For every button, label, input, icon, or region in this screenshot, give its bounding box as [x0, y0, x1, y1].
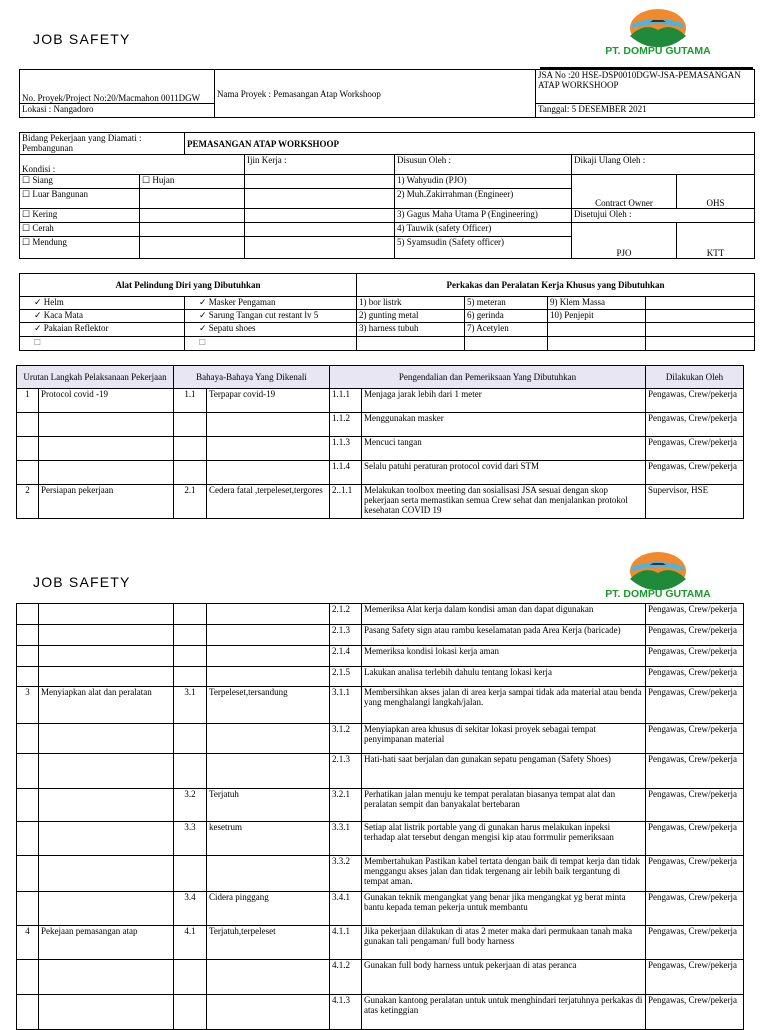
control-description: Melakukan toolbox meeting dan sosialisasi JSA sesuai dengan skop pekerjaan serta memastikan semua Crew sehat dan menjalankan protokol kesehatan COVID 19 [362, 485, 646, 519]
apd-sepatu: ✓ Sepatu shoes [185, 323, 357, 337]
table-row [17, 625, 744, 646]
hazard-description: kesetrum [207, 822, 330, 856]
disusun-4: 4) Tauwik (safety Officer) [395, 223, 572, 237]
header-urutan: Urutan Langkah Pelaksanaan Pekerjaan [17, 366, 174, 389]
disetujui-label: Disetujui Oleh : [572, 209, 755, 223]
header-pengendalian: Pengendalian dan Pemeriksaan Yang Dibutuhkan [330, 366, 646, 389]
step-number [17, 413, 39, 437]
apd-title: Alat Pelindung Diri yang Dibutuhkan [20, 274, 357, 297]
control-number: 3.2.1 [330, 789, 362, 822]
responsible: Pengawas, Crew/pekerja [646, 667, 744, 687]
table-row [17, 389, 744, 413]
step-number [17, 754, 39, 789]
control-number: 1.1.2 [330, 413, 362, 437]
step-number [17, 625, 39, 646]
control-description: Hati-hati saat berjalan dan gunakan sepatu pengaman (Safety Shoes) [362, 754, 646, 789]
pjo-label: PJO [572, 223, 677, 259]
control-description: Memeriksa kondisi lokasi kerja aman [362, 646, 646, 667]
control-number: 1.1.1 [330, 389, 362, 413]
contract-owner: Contract Owner [572, 175, 677, 209]
table-row [17, 646, 744, 667]
hazard-number: 3.2 [174, 789, 207, 822]
control-description: Pasang Safety sign atau rambu keselamatan pada Area Kerja (baricade) [362, 625, 646, 646]
step-number [17, 856, 39, 892]
responsible: Pengawas, Crew/pekerja [646, 856, 744, 892]
step-number [17, 960, 39, 995]
tool-2: 2) gunting metal [357, 310, 465, 323]
step-number [17, 667, 39, 687]
table-row [17, 754, 744, 789]
control-number: 3.1.2 [330, 724, 362, 754]
apd-masker: ✓ Masker Pengaman [185, 297, 357, 310]
step-number: 1 [17, 389, 39, 413]
step-number: 3 [17, 687, 39, 724]
responsible: Pengawas, Crew/pekerja [646, 687, 744, 724]
dikaji-label: Dikaji Ulang Oleh : [572, 155, 755, 175]
hazard-number [174, 995, 207, 1030]
table-row [17, 413, 744, 437]
tool-3: 3) harness tubuh [357, 323, 465, 337]
hazard-number [174, 646, 207, 667]
control-description: Setiap alat listrik portable yang di gunakan harus melakukan inpeksi terhadap alat tersebut dengan mengisi kip atau forrmulir pemeriksaan [362, 822, 646, 856]
hazard-description [207, 461, 330, 485]
responsible: Pengawas, Crew/pekerja [646, 754, 744, 789]
table-row [17, 461, 744, 485]
step-number [17, 646, 39, 667]
responsible: Pengawas, Crew/pekerja [646, 604, 744, 625]
hazard-number: 1.1 [174, 389, 207, 413]
control-description: Perhatikan jalan menuju ke tempat peralatan biasanya tempat alat dan peralatan sempit dan banyakalat bertebaran [362, 789, 646, 822]
hazard-description [207, 960, 330, 995]
hazard-number: 3.4 [174, 892, 207, 926]
company-name: PT. DOMPU GUTAMA [605, 588, 711, 600]
hazard-number [174, 437, 207, 461]
responsible: Pengawas, Crew/pekerja [646, 926, 744, 960]
control-description: Menyiapkan area khusus di sekitar lokasi proyek sebagai tempat penyimpanan material [362, 724, 646, 754]
tool-10: 10) Penjepit [548, 310, 646, 323]
step-number [17, 724, 39, 754]
step-number [17, 892, 39, 926]
project-name: Nama Proyek : Pemasangan Atap Workshoop [215, 70, 536, 118]
responsible: Pengawas, Crew/pekerja [646, 724, 744, 754]
step-number [17, 822, 39, 856]
hazard-description: Cedera fatal ,terpeleset,tergores [207, 485, 330, 519]
control-description: Mencuci tangan [362, 437, 646, 461]
step-number [17, 604, 39, 625]
control-description: Membersihkan akses jalan di area kerja sampai tidak ada material atau benda yang menghalangi langkah/jalan. [362, 687, 646, 724]
date: Tanggal: 5 DESEMBER 2021 [536, 104, 755, 118]
disusun-5: 5) Syamsudin (Safety officer) [395, 237, 572, 259]
step-number [17, 461, 39, 485]
step-description [39, 789, 174, 822]
hazard-description: Terjatuh [207, 789, 330, 822]
control-description: Memeriksa Alat kerja dalam kondisi aman dan dapat digunakan [362, 604, 646, 625]
table-row [17, 687, 744, 724]
jsa-number: JSA No :20 HSE-DSP0010DGW-JSA-PEMASANGAN ATAP WORKSHOOP [536, 70, 755, 104]
responsible: Pengawas, Crew/pekerja [646, 461, 744, 485]
hazard-number [174, 856, 207, 892]
disusun-3: 3) Gagus Maha Utama P (Engineering) [395, 209, 572, 223]
hazard-number [174, 960, 207, 995]
apd-empty-checkbox[interactable]: 🗆 [20, 337, 185, 351]
control-number: 4.1.2 [330, 960, 362, 995]
tool-6: 6) gerinda [465, 310, 548, 323]
step-description [39, 754, 174, 789]
dompu-logo-icon [628, 551, 688, 591]
step-number: 2 [17, 485, 39, 519]
responsible: Pengawas, Crew/pekerja [646, 822, 744, 856]
table-row [17, 995, 744, 1030]
project-number: No. Proyek/Project No:20/Macmahon 0011DGW [20, 70, 215, 104]
step-number [17, 789, 39, 822]
control-number: 3.3.2 [330, 856, 362, 892]
apd-sarung-tangan: ✓ Sarung Tangan cut restant lv 5 [185, 310, 357, 323]
hazard-number [174, 413, 207, 437]
hazard-description [207, 646, 330, 667]
disusun-label: Disusun Oleh : [395, 155, 572, 175]
tool-7: 7) Acetylen [465, 323, 548, 337]
responsible: Pengawas, Crew/pekerja [646, 995, 744, 1030]
company-logo [598, 8, 718, 70]
ijin-label: Ijin Kerja : [245, 155, 395, 175]
table-row [17, 856, 744, 892]
responsible: Pengawas, Crew/pekerja [646, 646, 744, 667]
condition-kering[interactable]: ☐ Kering [20, 209, 140, 223]
step-description [39, 822, 174, 856]
hazard-description [207, 625, 330, 646]
condition-luar-bangunan[interactable]: ☐ Luar Bangunan [20, 189, 140, 209]
hazard-description [207, 437, 330, 461]
control-description: Lakukan analisa terlebih dahulu tentang lokasi kerja [362, 667, 646, 687]
condition-cerah[interactable]: ☐ Cerah [20, 223, 140, 237]
tool-9: 9) Klem Massa [548, 297, 646, 310]
kondisi-label: Kondisi : [20, 155, 245, 175]
control-number: 3.1.1 [330, 687, 362, 724]
page-title: JOB SAFETY [33, 574, 131, 590]
hazard-description [207, 995, 330, 1030]
control-number: 2.1.3 [330, 625, 362, 646]
apd-table [19, 273, 755, 351]
steps-table-page2 [16, 603, 744, 1030]
hazard-number: 3.1 [174, 687, 207, 724]
table-row [17, 892, 744, 926]
hazard-description: Terpapar covid-19 [207, 389, 330, 413]
hazard-description [207, 754, 330, 789]
step-description: Menyiapkan alat dan peralatan [39, 687, 174, 724]
control-number: 2.1.3 [330, 754, 362, 789]
step-description [39, 995, 174, 1030]
step-number: 4 [17, 926, 39, 960]
step-description [39, 413, 174, 437]
table-row [17, 724, 744, 754]
hazard-description: Terjatuh,terpeleset [207, 926, 330, 960]
step-description [39, 646, 174, 667]
responsible: Pengawas, Crew/pekerja [646, 413, 744, 437]
hazard-number [174, 461, 207, 485]
responsible: Pengawas, Crew/pekerja [646, 389, 744, 413]
step-description: Persiapan pekerjaan [39, 485, 174, 519]
bidang-label: Bidang Pekerjaan yang Diamati : Pembangunan [20, 133, 185, 155]
hazard-description [207, 413, 330, 437]
step-description [39, 667, 174, 687]
page-title: JOB SAFETY [33, 31, 131, 47]
table-row [17, 926, 744, 960]
control-number: 3.4.1 [330, 892, 362, 926]
step-description [39, 724, 174, 754]
control-description: Gunakan kantong peralatan untuk untuk menghindari terjatuhnya perkakas di atas ketinggian [362, 995, 646, 1030]
ktt-label: KTT [677, 223, 755, 259]
apd-empty-checkbox[interactable]: 🗆 [185, 337, 357, 351]
table-row [17, 960, 744, 995]
tool-5: 5) meteran [465, 297, 548, 310]
info-table [19, 132, 755, 259]
responsible: Pengawas, Crew/pekerja [646, 789, 744, 822]
step-description [39, 437, 174, 461]
step-description [39, 960, 174, 995]
control-number: 1.1.4 [330, 461, 362, 485]
step-number [17, 437, 39, 461]
control-description: Gunakan teknik mengangkat yang benar jika mengangkat yg berat minta bantu kepada teman pekerja untuk membantu [362, 892, 646, 926]
location: Lokasi : Nangadoro [20, 104, 215, 118]
hazard-number [174, 625, 207, 646]
control-number: 2.1.5 [330, 667, 362, 687]
step-description: Pekejaan pemasangan atap [39, 926, 174, 960]
responsible: Pengawas, Crew/pekerja [646, 625, 744, 646]
table-row [17, 437, 744, 461]
control-description: Selalu patuhi peraturan protocol covid dari STM [362, 461, 646, 485]
condition-hujan[interactable]: ☐ Hujan [140, 175, 245, 189]
hazard-description [207, 667, 330, 687]
bidang-value: PEMASANGAN ATAP WORKSHOOP [185, 133, 755, 155]
tools-title: Perkakas dan Peralatan Kerja Khusus yang Dibutuhkan [357, 274, 755, 297]
responsible: Pengawas, Crew/pekerja [646, 437, 744, 461]
step-description [39, 892, 174, 926]
step-description [39, 856, 174, 892]
table-row [17, 789, 744, 822]
step-description [39, 461, 174, 485]
control-number: 4.1.1 [330, 926, 362, 960]
control-description: Menggunakan masker [362, 413, 646, 437]
table-row [17, 485, 744, 519]
table-row [17, 822, 744, 856]
table-row [17, 667, 744, 687]
hazard-number [174, 724, 207, 754]
control-number: 4.1.3 [330, 995, 362, 1030]
step-description [39, 625, 174, 646]
responsible: Supervisor, HSE [646, 485, 744, 519]
control-number: 2.1.2 [330, 604, 362, 625]
apd-pakaian-reflektor: ✓ Pakaian Reflektor [20, 323, 185, 337]
apd-kaca-mata: ✓ Kaca Mata [20, 310, 185, 323]
responsible: Pengawas, Crew/pekerja [646, 960, 744, 995]
tool-1: 1) bor listrk [357, 297, 465, 310]
hazard-number: 3.3 [174, 822, 207, 856]
table-row [17, 604, 744, 625]
hazard-number: 4.1 [174, 926, 207, 960]
hazard-description: Terpeleset,tersandung [207, 687, 330, 724]
disusun-1: 1) Wahyudin (PJO) [395, 175, 572, 189]
control-description: Membertahukan Pastikan kabel tertata dengan baik di tempat kerja dan tidak menggangu akses jalan dan tidak tergenang air lebih baik tergantung di tempat aman. [362, 856, 646, 892]
header-dilakukan: Dilakukan Oleh [646, 366, 744, 389]
step-description [39, 604, 174, 625]
steps-table-page1 [16, 365, 744, 519]
project-table [19, 69, 755, 118]
control-description: Gunakan full body harness untuk pekerjaan di atas peranca [362, 960, 646, 995]
step-description: Protocol covid -19 [39, 389, 174, 413]
apd-helm: ✓ Helm [20, 297, 185, 310]
control-description: Menjaga jarak lebih dari 1 meter [362, 389, 646, 413]
hazard-number: 2.1 [174, 485, 207, 519]
control-number: 2..1.1 [330, 485, 362, 519]
company-name: PT. DOMPU GUTAMA [605, 45, 711, 57]
condition-siang[interactable]: ☐ Siang [20, 175, 140, 189]
hazard-number [174, 604, 207, 625]
control-description: Jika pekerjaan dilakukan di atas 2 meter maka dari permukaan tanah maka gunakan tali pengaman/ full body harness [362, 926, 646, 960]
hazard-number [174, 754, 207, 789]
hazard-description: Cidera pinggang [207, 892, 330, 926]
hazard-number [174, 667, 207, 687]
dompu-logo-icon [628, 8, 688, 48]
condition-mendung[interactable]: ☐ Mendung [20, 237, 140, 259]
hazard-description [207, 856, 330, 892]
control-number: 2.1.4 [330, 646, 362, 667]
step-number [17, 995, 39, 1030]
responsible: Pengawas, Crew/pekerja [646, 892, 744, 926]
control-number: 3.3.1 [330, 822, 362, 856]
header-bahaya: Bahaya-Bahaya Yang Dikenali [174, 366, 330, 389]
hazard-description [207, 724, 330, 754]
ohs-label: OHS [677, 175, 755, 209]
hazard-description [207, 604, 330, 625]
disusun-2: 2) Muh.Zakirrahman (Engineer) [395, 189, 572, 209]
control-number: 1.1.3 [330, 437, 362, 461]
